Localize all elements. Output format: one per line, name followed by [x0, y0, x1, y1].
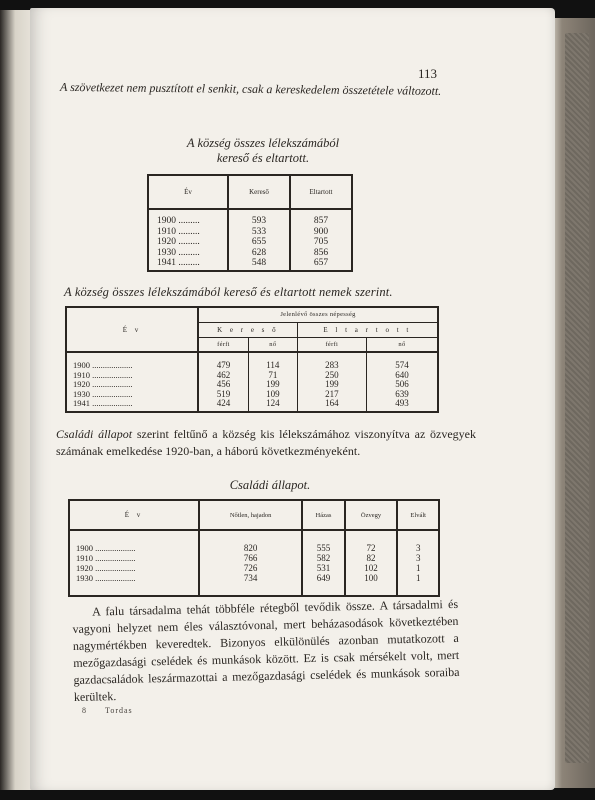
table3-cell: 1: [415, 573, 421, 583]
table3-cell: 726: [243, 563, 258, 573]
table2-header-row1: [66, 307, 438, 322]
table2-cell: 574: [395, 360, 409, 370]
table2-cell: 283: [325, 360, 339, 370]
table1-cell: 705: [313, 237, 329, 247]
table3-cell: 102: [364, 563, 378, 573]
table1-header-eltartott: Eltartott: [290, 175, 352, 209]
table2-header-no: nő: [248, 337, 297, 352]
table-earners-dependents: [147, 174, 353, 272]
paragraph1-text: szerint feltűnő a község kis lélekszámához viszonyítva az özvegyek számának emelkedése 1920-ban, a háború következményeként.: [56, 427, 477, 458]
table2-cell: 199: [325, 379, 339, 389]
table1-caption-line2: kereső és eltartott.: [216, 151, 310, 165]
table2-cell: 640: [395, 369, 409, 380]
table2-cell: 493: [395, 398, 409, 408]
table2-header-year: É v: [66, 307, 198, 352]
table2-cell: 124: [266, 398, 280, 408]
table1-body-row: [148, 209, 352, 271]
table2-year: 1900 ...................: [73, 360, 133, 370]
table2-cell: 114: [266, 360, 280, 370]
table2-cell: 639: [395, 388, 409, 399]
table3-header-ozvegy: Özvegy: [345, 500, 398, 530]
table1-caption-line1: A község összes lélekszámából: [186, 136, 340, 150]
table2-cell: 164: [325, 398, 339, 408]
table2-cell: 506: [395, 379, 409, 389]
table3-cell: 531: [316, 563, 331, 573]
table1-cell: 628: [251, 247, 267, 258]
table3-header-notlen: Nőtlen, hajadon: [199, 500, 302, 530]
table3-cell: 3: [415, 543, 421, 553]
table1-cell: 900: [313, 226, 329, 237]
table1-year: 1941 .........: [157, 258, 200, 268]
table2-header-no: nő: [366, 337, 438, 352]
table2-cell: 217: [325, 388, 339, 399]
table3-cell: 649: [316, 573, 331, 583]
table3-cell: 766: [243, 553, 258, 563]
table1-cell: 533: [251, 226, 267, 237]
table2-cell: 479: [216, 360, 231, 370]
table2-year: 1910 ...................: [73, 369, 133, 380]
table2-cell: 250: [325, 369, 339, 380]
table2-year: 1941 ...................: [73, 398, 133, 408]
table3-years-column: [69, 530, 199, 596]
table3-caption: Családi állapot.: [229, 478, 311, 492]
table3-cell: 3: [415, 553, 421, 563]
table1-kereso-column: [228, 209, 290, 271]
table3-year: 1930 ...................: [76, 573, 136, 583]
table1-cell: 856: [313, 247, 329, 258]
table3-header-year: É v: [69, 500, 199, 530]
table1-eltartott-column: [290, 209, 352, 271]
intro-text: A szövetkezet nem pusztított el senkit, csak a kereskedelem összetétele változott.: [59, 79, 442, 98]
table2-years-column: [66, 352, 198, 412]
table2-kereso-no-column: [248, 352, 297, 412]
table-earners-by-sex: [65, 306, 439, 413]
table2-header-ferfi: férfi: [198, 337, 248, 352]
table2-year: 1930 ...................: [73, 388, 133, 399]
paragraph1-lead: Családi állapot: [56, 427, 133, 441]
table3-year: 1920 ...................: [76, 563, 136, 573]
table1-cell: 593: [251, 216, 267, 226]
paragraph-society: A falu társadalma tehát többféle rétegből tevődik össze. A társadalmi és vagyoni helyzet nem éles választóvonal, mert beházasodások következtében nagymértékben keveredtek. Bizonyos elkülönülés azonban mutatkozott a mezőgazdasági cselédek és munkások között. Ez is csak mérsékelt volt, mert gazdacsaládok leszármazottai a mezőgazdasági cselédek és munkások soraiba kerültek.: [72, 596, 460, 704]
paragraph-family-status: [56, 426, 476, 460]
table2-caption: A község összes lélekszámából kereső és eltartott nemek szerint.: [64, 285, 393, 299]
table2-kereso-ferfi-column: [198, 352, 248, 412]
table1-years-column: [148, 209, 228, 271]
page-footer: [82, 706, 151, 715]
table2-cell: 199: [266, 379, 280, 389]
table3-notlen-column: [199, 530, 302, 596]
table3-year: 1900 ...................: [76, 543, 136, 553]
book-cover-cloth: [565, 33, 589, 763]
table3-cell: 582: [316, 553, 331, 563]
table1-caption: [148, 136, 378, 166]
table-family-status: [68, 499, 440, 597]
table3-elvalt-column: [397, 530, 439, 596]
table3-cell: 1: [415, 563, 421, 573]
table2-header-kereso: K e r e s ő: [198, 322, 297, 337]
table2-eltartott-no-column: [366, 352, 438, 412]
table1-cell: 548: [251, 258, 267, 268]
table3-hazas-column: [302, 530, 344, 596]
table1-header-row: [148, 175, 352, 209]
table3-header-hazas: Házas: [302, 500, 344, 530]
table3-body-row: [69, 530, 439, 596]
table2-cell: 71: [268, 369, 278, 380]
table1-cell: 857: [313, 216, 329, 226]
table1-year: 1900 .........: [157, 216, 200, 226]
page-number: 113: [418, 66, 438, 81]
table3-year: 1910 ...................: [76, 553, 136, 563]
table3-cell: 72: [366, 543, 376, 553]
table2-header-eltartott: E l t a r t o t t: [297, 322, 438, 337]
table3-cell: 555: [316, 543, 331, 553]
table1-year: 1930 .........: [157, 247, 200, 258]
table2-cell: 109: [266, 388, 280, 399]
table1-year: 1920 .........: [157, 237, 200, 247]
table1-header-year: Év: [148, 175, 228, 209]
table3-cell: 82: [366, 553, 376, 563]
table2-header-ferfi: férfi: [297, 337, 366, 352]
table1-cell: 657: [313, 258, 329, 268]
table3-ozvegy-column: [345, 530, 398, 596]
book-page: [30, 8, 555, 790]
table1-cell: 655: [251, 237, 267, 247]
table2-header-group: Jelenlévő összes népesség: [198, 307, 438, 322]
table3-cell: 734: [243, 573, 258, 583]
table2-year: 1920 ...................: [73, 379, 133, 389]
table3-cell: 820: [243, 543, 258, 553]
table3-header-elvalt: Elvált: [397, 500, 439, 530]
table2-cell: 519: [216, 388, 231, 399]
table1-header-kereso: Kereső: [228, 175, 290, 209]
table2-body-row: [66, 352, 438, 412]
table3-cell: 100: [364, 573, 378, 583]
footer-signature: 8: [82, 706, 87, 715]
table3-header-row: [69, 500, 439, 530]
table2-cell: 456: [216, 379, 231, 389]
table2-eltartott-ferfi-column: [297, 352, 366, 412]
footer-title: Tordas: [105, 706, 133, 715]
table1-year: 1910 .........: [157, 226, 200, 237]
table2-cell: 424: [216, 398, 231, 408]
table2-cell: 462: [216, 369, 231, 380]
